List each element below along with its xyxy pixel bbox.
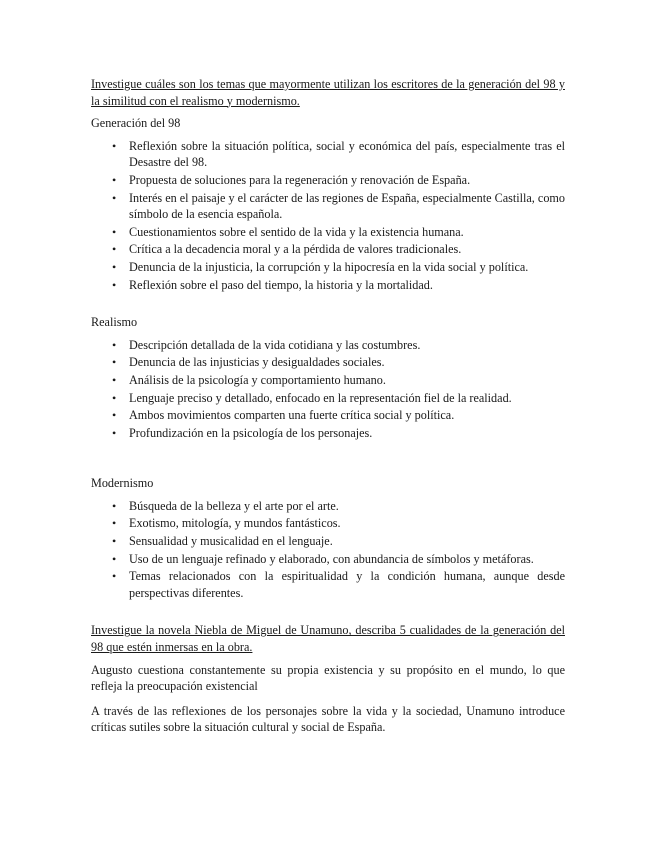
bullet-icon: • bbox=[112, 516, 117, 531]
bullet-icon: • bbox=[112, 569, 117, 584]
answer-paragraph-2: A través de las reflexiones de los personajes sobre la vida y la sociedad, Unamuno introduce críticas sutiles sobre la situación cultural y social de España. bbox=[91, 703, 565, 735]
list-item: • Uso de un lenguaje refinado y elaborado, con abundancia de símbolos y metáforas. bbox=[112, 551, 534, 566]
bullet-icon: • bbox=[112, 277, 117, 292]
list-item: • Reflexión sobre el paso del tiempo, la historia y la mortalidad. bbox=[112, 277, 433, 292]
bullet-icon: • bbox=[112, 172, 117, 187]
bullet-icon: • bbox=[112, 190, 117, 205]
list-item: • Búsqueda de la belleza y el arte por el arte. bbox=[112, 498, 339, 513]
answer-paragraph-1: Augusto cuestiona constantemente su propia existencia y su propósito en el mundo, lo que refleja la preocupación existencial bbox=[91, 662, 565, 694]
list-item: • Cuestionamientos sobre el sentido de la vida y la existencia humana. bbox=[112, 224, 464, 239]
list-generacion-98 bbox=[91, 138, 565, 293]
list-realismo bbox=[91, 337, 565, 442]
section-title-realismo: Realismo bbox=[91, 315, 138, 330]
list-item: • Crítica a la decadencia moral y a la pérdida de valores tradicionales. bbox=[112, 242, 462, 257]
bullet-icon: • bbox=[112, 390, 117, 405]
bullet-icon: • bbox=[112, 259, 117, 274]
question-1: Investigue cuáles son los temas que mayormente utilizan los escritores de la generación del 98 y la similitud con el realismo y modernismo. bbox=[91, 77, 565, 108]
bullet-icon: • bbox=[112, 242, 117, 257]
section-title-generacion-98: Generación del 98 bbox=[91, 116, 181, 131]
list-item: • Interés en el paisaje y el carácter de las regiones de España, especialmente Castilla, como símbolo de la esencia española. bbox=[112, 190, 565, 222]
list-item: • Denuncia de las injusticias y desigualdades sociales. bbox=[112, 355, 385, 370]
bullet-icon: • bbox=[112, 224, 117, 239]
bullet-icon: • bbox=[112, 138, 117, 153]
list-item: • Exotismo, mitología, y mundos fantásticos. bbox=[112, 516, 341, 531]
bullet-icon: • bbox=[112, 534, 117, 549]
bullet-icon: • bbox=[112, 408, 117, 423]
list-item: • Descripción detallada de la vida cotidiana y las costumbres. bbox=[112, 337, 421, 352]
list-item: • Sensualidad y musicalidad en el lenguaje. bbox=[112, 534, 333, 549]
list-item: • Propuesta de soluciones para la regeneración y renovación de España. bbox=[112, 172, 471, 187]
bullet-icon: • bbox=[112, 355, 117, 370]
bullet-icon: • bbox=[112, 372, 117, 387]
document-page bbox=[91, 76, 565, 744]
list-item: • Ambos movimientos comparten una fuerte crítica social y política. bbox=[112, 408, 455, 423]
section-title-modernismo: Modernismo bbox=[91, 476, 154, 491]
list-item: • Reflexión sobre la situación política, social y económica del país, especialmente tras el Desastre del 98. bbox=[112, 138, 565, 170]
list-item: • Temas relacionados con la espiritualidad y la condición humana, aunque desde perspectivas diferentes. bbox=[112, 569, 565, 600]
list-modernismo bbox=[91, 498, 565, 602]
question-2: Investigue la novela Niebla de Miguel de Unamuno, describa 5 cualidades de la generación del 98 que estén inmersas en la obra. bbox=[91, 623, 565, 655]
list-item: • Análisis de la psicología y comportamiento humano. bbox=[112, 372, 386, 387]
bullet-icon: • bbox=[112, 337, 117, 352]
list-item: • Lenguaje preciso y detallado, enfocado en la representación fiel de la realidad. bbox=[112, 390, 512, 405]
bullet-icon: • bbox=[112, 551, 117, 566]
list-item: • Denuncia de la injusticia, la corrupción y la hipocresía en la vida social y política. bbox=[112, 259, 529, 274]
bullet-icon: • bbox=[112, 425, 117, 440]
bullet-icon: • bbox=[112, 498, 117, 513]
list-item: • Profundización en la psicología de los personajes. bbox=[112, 425, 373, 440]
